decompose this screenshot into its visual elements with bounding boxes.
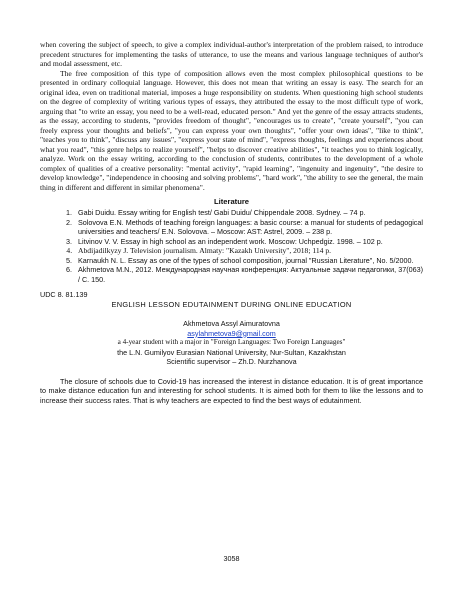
scientific-supervisor: Scientific supervisor – Zh.D. Nurzhanova xyxy=(166,357,297,366)
literature-title: Literature xyxy=(213,197,250,206)
affiliation-university: the L.N. Gumilyov Eurasian National University, Nur-Sultan, Kazakhstan xyxy=(117,347,346,357)
literature-item: 4. Abdijadilkyzy J. Television journalism. Almaty: "Kazakh University", 2018; 114 p. xyxy=(74,246,423,256)
literature-item: 1. Gabi Duidu. Essay writing for English test/ Gabi Duidu/ Chippendale 2008. Sydney. – 74 p. xyxy=(74,208,423,218)
udc-code: UDC 8. 81.139 xyxy=(40,290,88,299)
author-email-link[interactable]: asylahmetova9@gmail.com xyxy=(187,328,276,338)
page-number: 3058 xyxy=(223,554,240,563)
literature-item: 5. Karnaukh N. L. Essay as one of the types of school composition, journal "Russian Literature", No. 5/2000. xyxy=(74,256,423,266)
page-content xyxy=(40,40,423,405)
article-title: ENGLISH LESSON EDUTAINMENT DURING ONLINE EDUCATION xyxy=(111,300,352,309)
affiliation-line: a 4-year student with a major in "Foreign Languages: Two Foreign Languages" xyxy=(117,338,346,346)
literature-item: 2. Solovova E.N. Methods of teaching foreign languages: a basic course: a manual for students of pedagogical universities and teachers/ E.N. Solovova. – Moscow: AST: Astrel, 2009. – 238 p. xyxy=(74,218,423,237)
author-name: Akhmetova Assyl Aimuratovna xyxy=(183,319,280,328)
abstract-paragraph: The closure of schools due to Covid-19 has increased the interest in distance education. It is of great importance to make distance education fun and interesting for school students. It is aimed both for them to like the lessons and to increase their success rates. That is why teachers are expected to find the best ways of edutainment. xyxy=(40,376,423,405)
literature-list xyxy=(40,208,423,284)
literature-item: 6. Akhmetova M.N., 2012. Международная научная конференция: Актуальные задачи педагогики, 37(063) / С. 150. xyxy=(74,265,423,284)
paragraph-1: when covering the subject of speech, to give a complex individual-author's interpretation of the problem raised, to introduce precedent structures for implementing the tasks of utterance, to use the means and various language techniques of author's and modal assessment, etc. xyxy=(40,40,423,68)
literature-item: 3. Litvinov V. V. Essay in high school as an independent work. Moscow: Uchpedgiz. 1998. – 102 p. xyxy=(74,237,423,247)
paragraph-2: The free composition of this type of composition allows even the most complex philosophical questions to be presented in ordinary colloquial language. However, this does not mean that writing an essay is easy. The search for an original idea, even on traditional material, imposes a huge responsibility on students. When questioning high school students on the degree of complexity of writing various types of essays, they attributed the essay to the most difficult type of work, arguing that "to write an essay, you need to be a well-read, educated person." And yet the genre of the essay attracts students, as the essay, according to students, "provides freedom of thought", "encourages us to create", "create yourself", "you can freely express your thoughts and beliefs", "you can express your own thoughts", "offer your own ideas", "like to think", "teaches you to think", "discuss any issues", "express your state of mind", "express thoughts, feelings and experiences about what you read", "this genre helps to realize yourself", "helps to discover creative abilities", "it teaches you to think logically, analyze. Work on the essay writing, according to the conclusion of students, contributes to the development of a whole complex of qualities of a creative personality: "mental activity", "rapid learning", "ingenuity and ingenuity", "the desire to develop knowledge", "independence in choosing and solving problems", "hard work", "the ability to see the general, the main thing in different and different in similar phenomena". xyxy=(40,68,423,192)
